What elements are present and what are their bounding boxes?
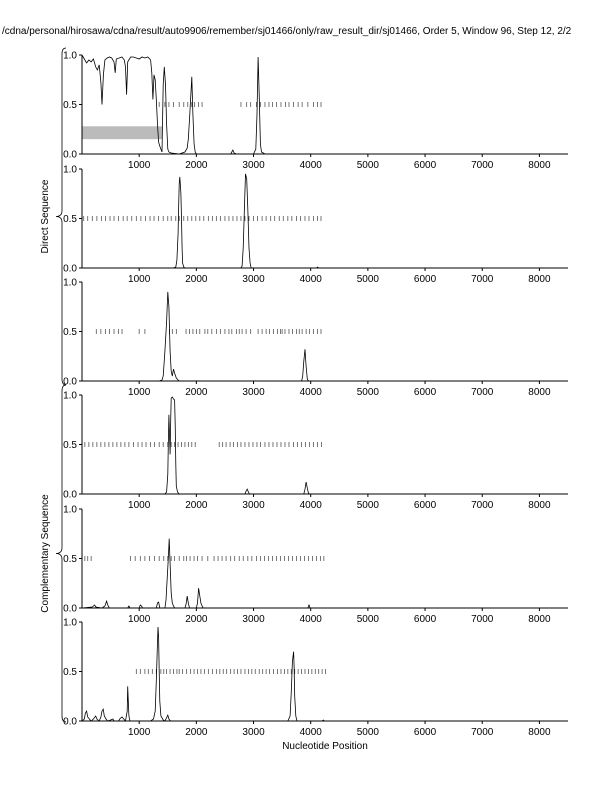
x-axis-label: Nucleotide Position — [282, 741, 368, 752]
x-tick-label: 5000 — [356, 274, 380, 285]
y-tick-label: 0.5 — [63, 100, 77, 111]
x-tick-label: 8000 — [528, 387, 551, 398]
x-tick-label: 3000 — [242, 727, 265, 738]
y-tick-label: 1.0 — [63, 50, 77, 62]
y-tick-label: 1.0 — [63, 164, 77, 176]
x-tick-label: 3000 — [242, 500, 265, 511]
x-tick-label: 1000 — [128, 387, 151, 398]
y-tick-label: 0.5 — [63, 667, 77, 678]
x-tick-label: 2000 — [185, 614, 208, 625]
y-tick-label: 0.5 — [63, 214, 77, 225]
y-tick-label: 0.5 — [63, 440, 77, 451]
x-tick-label: 1000 — [128, 160, 151, 171]
x-tick-label: 3000 — [242, 614, 265, 625]
group-label-complementary: Complementary Sequence — [40, 494, 51, 613]
x-tick-label: 6000 — [413, 500, 437, 511]
x-tick-label: 3000 — [242, 274, 265, 285]
series-line — [82, 627, 568, 721]
x-tick-label: 7000 — [471, 614, 494, 625]
series-line — [82, 292, 568, 381]
x-tick-label: 5000 — [356, 387, 380, 398]
x-tick-label: 2000 — [185, 500, 208, 511]
x-tick-label: 8000 — [528, 160, 551, 171]
x-tick-label: 6000 — [413, 727, 437, 738]
x-tick-label: 4000 — [299, 500, 322, 511]
y-tick-label: 0.0 — [63, 149, 77, 161]
x-tick-label: 2000 — [185, 727, 208, 738]
y-tick-label: 1.0 — [63, 504, 77, 516]
x-tick-label: 6000 — [413, 387, 437, 398]
y-tick-label: 0.5 — [63, 554, 77, 565]
header-path: /cdna/personal/hirosawa/cdna/result/auto9906/remember/sj01466/only/raw_result_dir/sj01466, Order 5, Window 96, Step 12, 2/2 — [2, 26, 572, 37]
x-tick-label: 1000 — [128, 500, 151, 511]
y-tick-label: 0.0 — [63, 263, 77, 275]
x-tick-label: 5000 — [356, 614, 380, 625]
x-tick-label: 1000 — [128, 727, 151, 738]
x-tick-label: 8000 — [528, 274, 551, 285]
x-tick-label: 8000 — [528, 614, 551, 625]
x-tick-label: 8000 — [528, 500, 551, 511]
x-tick-label: 4000 — [299, 614, 322, 625]
x-tick-label: 1000 — [128, 614, 151, 625]
y-tick-label: 0.0 — [63, 603, 77, 615]
x-tick-label: 5000 — [356, 727, 380, 738]
y-tick-label: 1.0 — [63, 617, 77, 629]
y-tick-label: 0.0 — [63, 489, 77, 501]
y-tick-label: 0.0 — [63, 376, 77, 388]
series-line — [82, 174, 568, 268]
x-tick-label: 3000 — [242, 160, 265, 171]
highlight-box — [82, 126, 162, 139]
x-tick-label: 2000 — [185, 274, 208, 285]
x-tick-label: 4000 — [299, 727, 322, 738]
x-tick-label: 7000 — [471, 160, 494, 171]
x-tick-label: 4000 — [299, 387, 322, 398]
group-label-direct: Direct Sequence — [40, 179, 51, 254]
series-line — [82, 539, 568, 608]
x-tick-label: 4000 — [299, 160, 322, 171]
x-tick-label: 2000 — [185, 160, 208, 171]
y-tick-label: 0.5 — [63, 327, 77, 338]
x-tick-label: 1000 — [128, 274, 151, 285]
y-tick-label: 0.0 — [63, 716, 77, 728]
y-tick-label: 1.0 — [63, 277, 77, 289]
x-tick-label: 8000 — [528, 727, 551, 738]
x-tick-label: 3000 — [242, 387, 265, 398]
x-tick-label: 4000 — [299, 274, 322, 285]
x-tick-label: 6000 — [413, 614, 437, 625]
x-tick-label: 7000 — [471, 274, 494, 285]
x-tick-label: 6000 — [413, 160, 437, 171]
x-tick-label: 5000 — [356, 500, 380, 511]
x-tick-label: 6000 — [413, 274, 437, 285]
x-tick-label: 2000 — [185, 387, 208, 398]
x-tick-label: 7000 — [471, 727, 494, 738]
y-tick-label: 1.0 — [63, 390, 77, 402]
x-tick-label: 5000 — [356, 160, 380, 171]
x-tick-label: 7000 — [471, 500, 494, 511]
x-tick-label: 7000 — [471, 387, 494, 398]
